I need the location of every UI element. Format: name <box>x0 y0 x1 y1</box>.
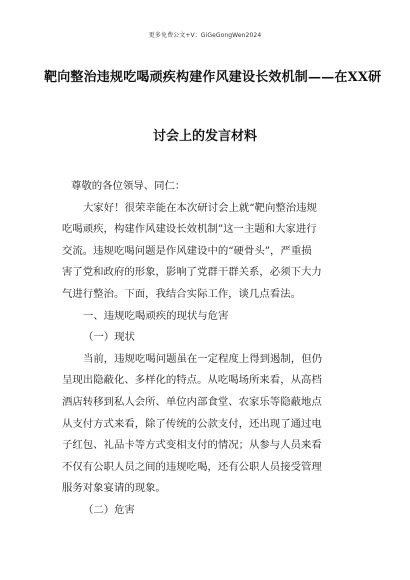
document-title-line-1: 靶向整治违规吃喝顽疾构建作风建设长效机制——在XX研 <box>44 70 382 85</box>
document-title-line-2: 讨会上的发言材料 <box>152 129 257 144</box>
document-body <box>62 176 364 522</box>
paragraph-1-line-5: 气进行整治。下面，我结合实际工作，谈几点看法。 <box>62 287 301 300</box>
paragraph-2-line-3: 酒店转移到私人会所、单位内部食堂、农家乐等隐蔽地点 <box>62 395 322 408</box>
paragraph-2-line-6: 不仅有公职人员之间的违规吃喝，还有公职人员接受管理 <box>62 460 322 473</box>
salutation: 尊敬的各位领导、同仁： <box>71 180 186 192</box>
paragraph-2-line-5: 子红包、礼品卡等方式变相支付的情况；从参与人员来看 <box>62 439 322 452</box>
paragraph-1-line-3: 交流。违规吃喝问题是作风建设中的“硬骨头”，严重损 <box>62 244 312 257</box>
subsection-2-heading: （二）危害 <box>83 503 135 516</box>
paragraph-1-line-2: 吃喝顽疾，构建作风建设长效机制”这一主题和大家进行 <box>62 223 317 236</box>
section-1-heading: 一、违规吃喝顽疾的现状与危害 <box>83 309 229 322</box>
paragraph-2-line-4: 从支付方式来看，除了传统的公款支付，还出现了通过电 <box>62 417 322 430</box>
paragraph-1-line-4: 害了党和政府的形象，影响了党群干群关系，必须下大力 <box>62 266 322 279</box>
paragraph-1-line-1: 大家好！很荣幸能在本次研讨会上就“靶向整治违规 <box>83 201 317 214</box>
paragraph-2-line-2: 呈现出隐蔽化、多样化的特点。从吃喝场所来看，从高档 <box>62 374 322 387</box>
header-note: 更多免费公文+V：GiGeGongWen2024 <box>148 32 262 39</box>
subsection-1-heading: （一）现状 <box>83 331 135 344</box>
paragraph-2-line-1: 当前，违规吃喝问题虽在一定程度上得到遏制，但仍 <box>83 352 322 365</box>
paragraph-2-line-7: 服务对象宴请的现象。 <box>62 482 166 495</box>
